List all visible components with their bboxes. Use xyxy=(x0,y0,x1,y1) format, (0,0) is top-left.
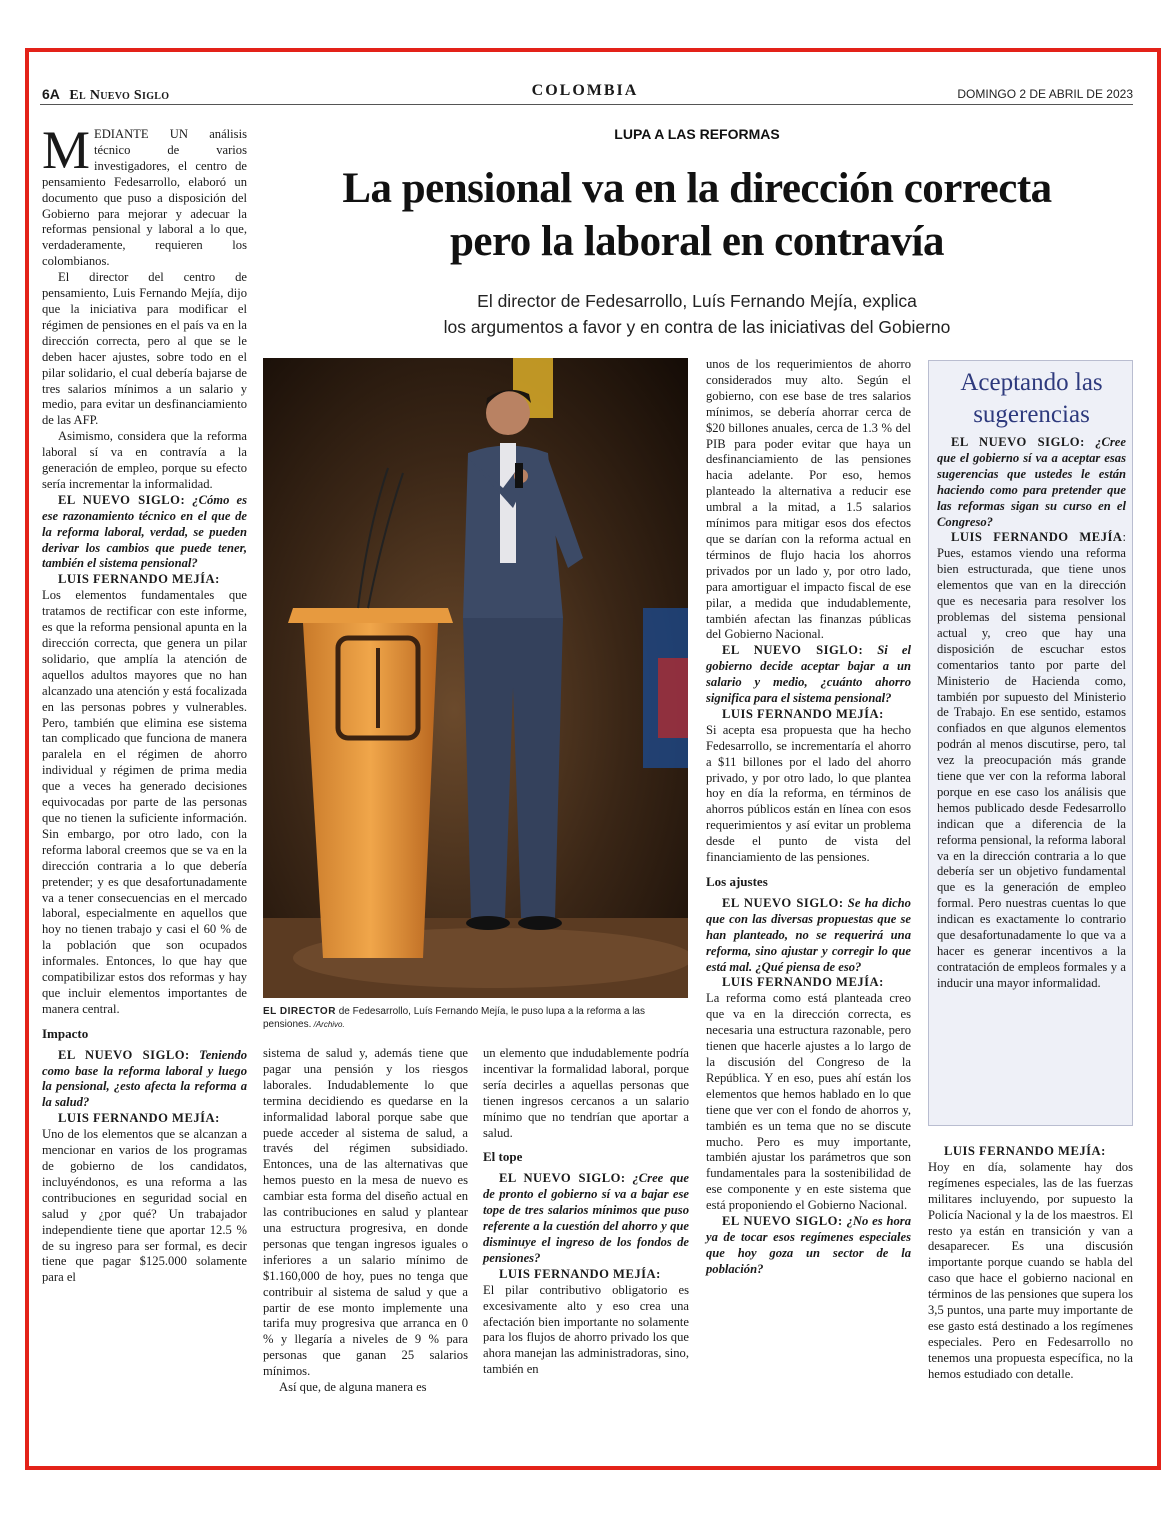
paragraph: sistema de salud y, además tiene que pagar una pensión y los riesgos laborales. Indudablemente lo que termina decidiendo es quedarse en la informalidad laboral porque sabe que puede acceder al sistema de salud, a través del régimen subsidiado. Entonces, una de las alternativas que hemos puesto en la mesa de nuevo es cambiar esta forma del diseño actual en las contribuciones en salud y plantear una estructura progresiva, en donde personas que tengan ingresos iguales o inferiores a un salario mínimo de $1.160,000 de hoy, pues no tenga que contribuir al sistema de salud y que a partir de ese monto implemente una tarifa muy progresiva que arranca en 0 % y llegaría a niveles de 9 % para personas que ganan 25 salarios mínimos. xyxy=(263,1046,468,1379)
answer: Hoy en día, solamente hay dos regímenes especiales, las de las fuerzas militares incluyendo, por supuesto la Policía Nacional y la de los maestros. El resto ya están en transición y van a desaparecer. Es una discusión importante porque cuando se habla del caso que hace el gobierno nacional en términos de las pensiones que supera los 3,5 puntos, una parte muy importante de ese gasto está destinado a los regímenes especiales. Pero en Fedesarrollo no tenemos una propuesta específica, no la hemos estudiado con detalle. xyxy=(928,1159,1133,1381)
question: EL NUEVO SIGLO: ¿Cómo es ese razonamiento técnico en el que de la reforma laboral, verdad, se pueden derivar los cambios que puede tener, también el sistema pensional? xyxy=(42,492,247,571)
issue-date: DOMINGO 2 DE ABRIL DE 2023 xyxy=(957,87,1133,101)
answer: LUIS FERNANDO MEJÍA: Pues, estamos viendo una reforma bien estructurada, que tiene unos elementos que van en la dirección que es necesaria para resolver los problemas del sistema pensional actual y, creo que hay una disposición de escuchar estos comentarios tanto por parte del Ministerio de Hacienda como, también por supuesto del Ministerio de Trabajo. En ese sentido, estamos confiados en que algunos elementos podrán al menos discutirse, pero, tal vez la preocupación más grande tiene que ver con la reforma laboral porque en ese caso los análisis que hemos publicado desde Fedesarrollo indican que a diferencia de la reforma pensional, la reforma laboral va en la dirección contraria a lo que debería ser un objetivo fundamental que es la generación de empleo formal. Pero nuestras cuentas lo que indican es exactamente lo contrario que desafortunadamente lo que va a hacer es generar incentivos a la contratación de empleos formales y a inducir una mayor informalidad. xyxy=(937,530,1126,990)
speaker-photo xyxy=(263,358,688,998)
folio xyxy=(42,86,169,104)
question: EL NUEVO SIGLO: ¿No es hora ya de tocar esos regímenes especiales que hoy goza un sector de la población? xyxy=(706,1214,911,1276)
headline xyxy=(262,162,1132,268)
sidebar-title: Aceptando las sugerencias xyxy=(960,369,1103,428)
lead-paragraph: MEDIANTE UN análisis técnico de varios investigadores, el centro de pensamiento Fedesarrollo, elaboró un documento que puso a disposición del Gobierno para mejorar y adecuar la reformas pensional y laboral a lo que, verdaderamente, requieren los colombianos. xyxy=(42,120,247,269)
section-name: COLOMBIA xyxy=(531,82,639,99)
column-1 xyxy=(42,120,247,1286)
sidebar-text xyxy=(937,435,1126,992)
deck xyxy=(262,288,1132,340)
question: EL NUEVO SIGLO: ¿Cree que de pronto el gobierno sí va a bajar ese tope de tres salarios mínimos que puso referente a la cuestión del ahorro y que disminuye el ingreso de los fondos de pensiones? xyxy=(483,1171,689,1265)
answer-lead: LUIS FERNANDO MEJÍA: xyxy=(58,1111,220,1126)
column-3 xyxy=(483,1046,689,1378)
paragraph: Así que, de alguna manera es xyxy=(279,1380,427,1395)
header-rule xyxy=(40,104,1133,105)
answer: El pilar contributivo obligatorio es excesivamente alto y eso crea una afectación bien importante no solamente para los flujos de ahorro privado los que ahora manejan las administradoras, sino, también en xyxy=(483,1282,689,1377)
question: EL NUEVO SIGLO: Si el gobierno decide aceptar bajar a un salario y medio, ¿cuánto ahorro significa para el sistema pensional? xyxy=(706,643,911,706)
answer-lead: LUIS FERNANDO MEJÍA: xyxy=(722,975,884,990)
photo-caption xyxy=(263,1005,688,1031)
answer-lead: LUIS FERNANDO MEJÍA: xyxy=(58,572,220,587)
column-5 xyxy=(928,1144,1133,1383)
kicker: LUPA A LAS REFORMAS xyxy=(614,126,780,142)
column-4 xyxy=(706,357,911,1278)
publication-name: El Nuevo Siglo xyxy=(69,88,170,103)
sidebar-box xyxy=(928,360,1133,1126)
answer: Uno de los elementos que se alcanzan a mencionar en varios de los programas de gobierno de los candidatos, incluyéndonos, es una reforma a las contribuciones en seguridad social en salud y ¿por qué? Un trabajador independiente tiene que aportar 12.5 % de su ingreso para ser formal, es decir tiene que pagar $125.000 solamente para el xyxy=(42,1127,247,1285)
headline-line: La pensional va en la dirección correcta xyxy=(342,165,1052,212)
photo-credit: /Archivo. xyxy=(311,1020,345,1029)
deck-line: los argumentos a favor y en contra de las iniciativas del Gobierno xyxy=(443,317,951,337)
answer-lead: LUIS FERNANDO MEJÍA: xyxy=(722,706,884,721)
column-2 xyxy=(263,1046,468,1396)
subhead: Los ajustes xyxy=(706,874,768,889)
caption-text: de Fedesarrollo, Luís Fernando Mejía, le puso lupa a la reforma a las pensiones. xyxy=(263,1006,645,1030)
question: EL NUEVO SIGLO: Teniendo como base la reforma laboral y luego la pensional, ¿esto afecta la reforma a la salud? xyxy=(42,1047,247,1110)
answer-lead: LUIS FERNANDO MEJÍA: xyxy=(944,1144,1106,1158)
paragraph: unos de los requerimientos de ahorro considerados muy alto. Según el gobierno, con ese base de tres salarios mínimos, se debería ahorrar cerca de $20 billones anuales, cerca de 1.3 % del PIB para poder evitar que haya un desfinanciamiento de las pensiones hacia adelante. Por eso, hemos planteado la alternativa a reducir ese umbral a la mitad, a 1.5 salarios mínimos para mitigar esos dos efectos que se darían con la reforma actual en términos de flujo hacia los ahorros privados por un lado y, por otro lado, para amortiguar el impacto fiscal de ese pilar, a medida que indudablemente, también afectan las finanzas públicas del Gobierno Nacional. xyxy=(706,357,911,642)
paragraph: un elemento que indudablemente podría incentivar la formalidad laboral, porque sería decirles a aquellas personas que tienen ingresos cercanos a un salario mínimo que no tendrían que aportar a salud. xyxy=(483,1046,689,1140)
question: EL NUEVO SIGLO: ¿Cree que el gobierno sí va a aceptar esas sugerencias que ustedes le están haciendo como para pretender que las reformas sigan su curso en el Congreso? xyxy=(937,435,1126,529)
answer: Si acepta esa propuesta que ha hecho Fedesarrollo, se incrementaría el ahorro a $11 billones por el lado del ahorro privado, y por otro lado, lo que plantea hoy en día la reforma, en términos de ahorros públicos están en línea con esos requerimientos y así evitar un problema desde el punto de vista del financiamiento de las pensiones. xyxy=(706,722,911,865)
question: EL NUEVO SIGLO: Se ha dicho que con las diversas propuestas que se han planteado, no se requerirá una reforma, sino ajustar y corregir lo que está mal. ¿Qué piensa de eso? xyxy=(706,895,911,974)
page-number: 6A xyxy=(42,86,60,102)
deck-line: El director de Fedesarrollo, Luís Fernando Mejía, explica xyxy=(477,291,917,311)
answer: La reforma como está planteada creo que va en la dirección correcta, es necesaria una estructura razonable, pero tienen que hacerle ajustes a lo largo de la discusión del Congreso de la República. Y en eso, pues ahí están los elementos que hemos hablado en lo que tiene que ver con el fondo de ahorros y, también es un tema que no se discute mucho. Pero es muy importante, también ajustar los parámetros que son fundamentales para la sostenibilidad de ese componente y en este sistema que está proponiendo el Gobierno Nacional. xyxy=(706,991,911,1213)
article-photo xyxy=(263,358,688,998)
paragraph: El director del centro de pensamiento, Luis Fernando Mejía, dijo que la iniciativa para modificar el régimen de pensiones en el país va en la dirección correcta, pero al que se le deben hacer ajustes, sobre todo en el pilar solidario, el cual debería bajarse de tres salarios mínimos a un salario y medio, para evitar un desfinanciamiento de las AFP. xyxy=(42,270,247,428)
headline-line: pero la laboral en contravía xyxy=(449,218,944,265)
subhead: Impacto xyxy=(42,1025,89,1041)
caption-lead: EL DIRECTOR xyxy=(263,1006,336,1017)
answer-lead: LUIS FERNANDO MEJÍA: xyxy=(499,1266,661,1281)
drop-cap: M xyxy=(42,120,91,180)
subhead: El tope xyxy=(483,1149,523,1165)
answer: Los elementos fundamentales que tratamos de rectificar con este informe, es que la reforma pensional apunta en la dirección correcta, que genera un pilar solidario, que amplía la atención de aquellos adultos mayores que no han alcanzado una atención y está focalizada en las personas pobres y vulnerables. Pero, también que elimina ese sistema tan complicado que funciona de manera paralela en el régimen de ahorro individual y régimen de prima media que a veces ha generado decisiones equivocadas por parte de las personas que no tienen la suficiente información. Sin embargo, por otro lado, con la reforma laboral creemos que se va en la dirección contraria a lo que debería pretender; y es que desafortunadamente va a tener consecuencias en el mercado laboral, especialmente en aquellos que hoy no tienen trabajo y casi el 60 % de la población que son ocupados informales. Entonces, lo que hay que compatibilizar estos dos reformas y hay que incluir elementos importantes de manera central. xyxy=(42,588,247,1016)
paragraph: Asimismo, considera que la reforma laboral sí va en contravía a la generación de empleo, porque su efecto sería incrementar la informalidad. xyxy=(42,429,247,491)
